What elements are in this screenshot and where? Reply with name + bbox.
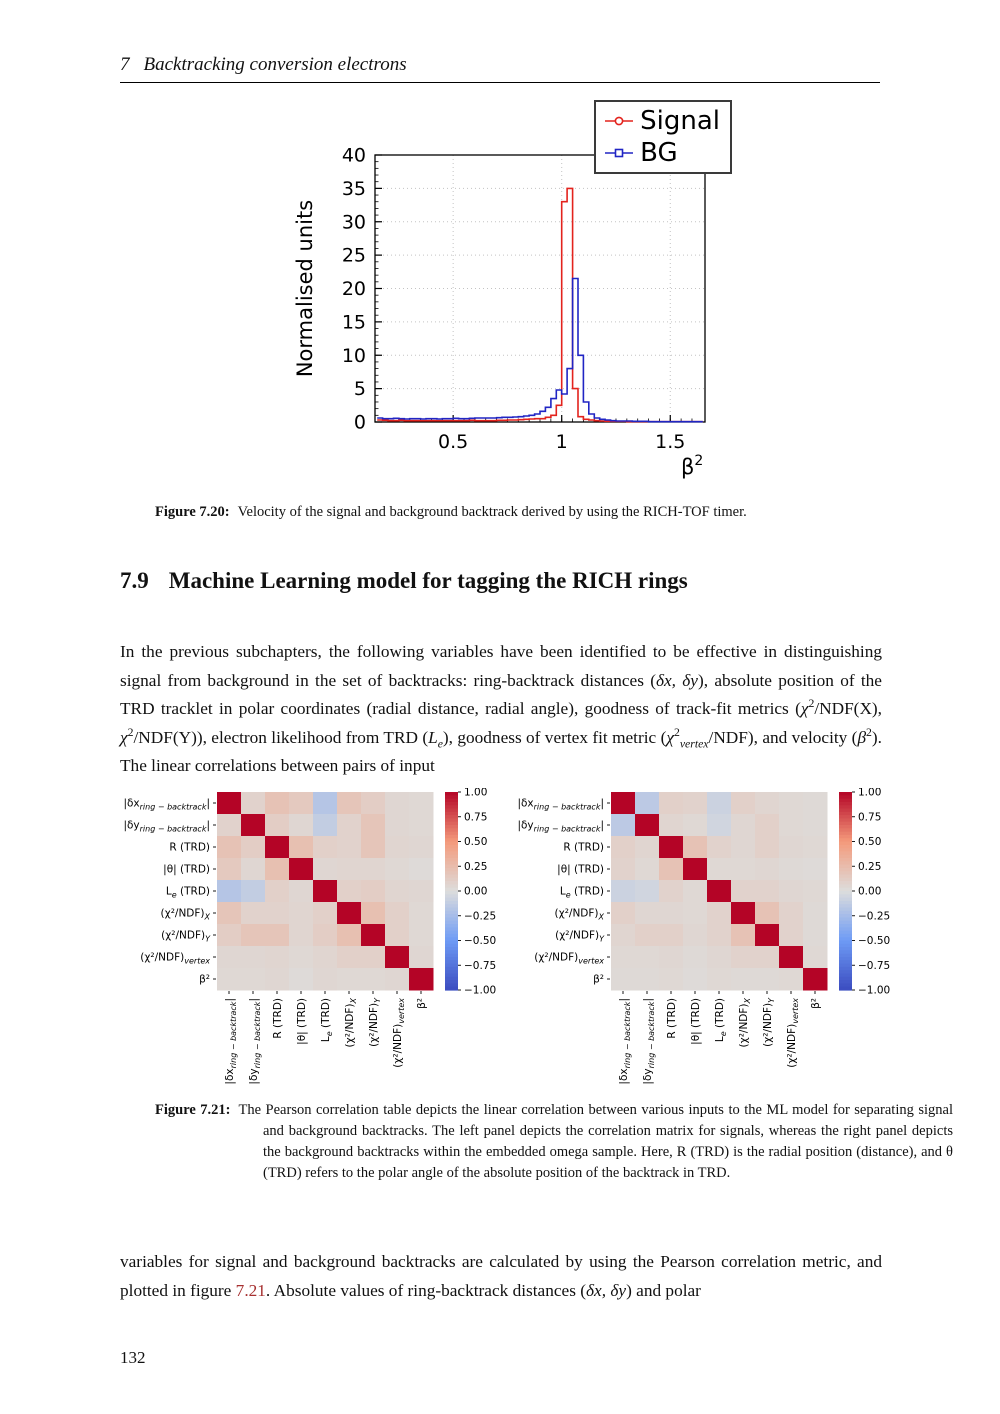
svg-text:Le (TRD): $L_e$ (TRD) (320, 998, 334, 1043)
chart-legend (594, 100, 732, 174)
superscript: 2 (673, 725, 680, 739)
svg-text:(χ²/NDF)X: $(\chi^2/NDF)_X$ (344, 998, 358, 1048)
subscript: e (437, 736, 443, 750)
subscript: vertex (679, 736, 709, 750)
svg-text:0.5: 0.5 (438, 431, 469, 453)
svg-text:25: 25 (341, 244, 366, 267)
superscript: 2 (808, 697, 815, 711)
svg-text:30: 30 (341, 211, 366, 234)
svg-text:R (TRD): R (TRD) (563, 841, 604, 854)
text-segment: In the previous subchapters, the following variables have been identified to be effective in distinguishing signal from background in the set of backtracks: ring-backtrack distances ( (120, 642, 882, 690)
svg-text:R (TRD): R (TRD) (666, 998, 678, 1039)
chapter-title: Backtracking conversion electrons (143, 54, 407, 75)
svg-text:−0.50: −0.50 (464, 935, 497, 947)
svg-text:(χ²/NDF)Y: $(\chi^2/NDF)_Y$ (161, 929, 210, 944)
svg-text:0.50: 0.50 (464, 836, 488, 848)
bg-marker-icon (604, 143, 634, 163)
svg-text:β²: β² (416, 998, 428, 1009)
math-segment: β (857, 727, 867, 747)
svg-text:|δxring − backtrack|: $|\delta x_{ring - backtrack}|$ (517, 797, 604, 812)
text-segment: /NDF(X), (814, 699, 882, 718)
svg-text:β²: β² (593, 973, 604, 986)
svg-text:(χ²/NDF)X: $(\chi^2/NDF)_X$ (554, 907, 604, 922)
svg-text:|θ| (TRD): |θ| (TRD) (690, 998, 702, 1045)
svg-text:0.00: 0.00 (464, 885, 488, 898)
svg-text:|δyring − backtrack|: $|\delta y_{ring - backtrack}|$ (123, 819, 210, 834)
svg-text:(χ²/NDF)Y: $(\chi^2/NDF)_Y$ (555, 929, 604, 944)
caption-text: The Pearson correlation table depicts the linear correlation between various inputs to the ML model for separating signal and background backtracks. The left panel depicts the correlation matrix for signals, whereas the right panel depicts the background backtracks within the embedded omega sample. Here, R (TRD) is the radial position (distance), and θ (TRD) refers to the polar angle of the absolute position of the backtrack in TRD. (238, 1102, 953, 1181)
svg-text:−0.50: −0.50 (858, 935, 891, 947)
svg-text:5: 5 (353, 378, 366, 401)
svg-text:−0.75: −0.75 (858, 959, 891, 972)
paragraph-1 (120, 638, 882, 781)
legend-item-bg (604, 138, 720, 168)
svg-text:Le (TRD): $L_e$ (TRD) (714, 998, 728, 1043)
svg-text:(χ²/NDF)Y: $(\chi^2/NDF)_Y$ (762, 998, 776, 1047)
svg-text:|δxring − backtrack|: $|\delta x_{ring - backtrack}|$ (224, 998, 238, 1085)
section-heading-7-9 (120, 568, 688, 594)
svg-text:(χ²/NDF)vertex: $(\chi^2/NDF)_{vertex}$ (140, 951, 210, 966)
math-segment: χ (666, 727, 674, 747)
svg-text:−1.00: −1.00 (858, 984, 891, 997)
text-segment: ), electron likelihood from TRD ( (196, 727, 429, 747)
svg-text:|δyring − backtrack|: $|\delta y_{ring - backtrack}|$ (517, 819, 604, 834)
svg-text:0.25: 0.25 (858, 860, 882, 873)
svg-text:1: 1 (555, 431, 568, 453)
svg-text:−1.00: −1.00 (464, 984, 497, 997)
svg-text:(χ²/NDF)X: $(\chi^2/NDF)_X$ (738, 998, 752, 1048)
svg-text:0.75: 0.75 (464, 811, 488, 824)
svg-text:(χ²/NDF)X: $(\chi^2/NDF)_X$ (160, 907, 210, 922)
caption-label: Figure 7.20: (155, 504, 230, 520)
text-segment: /NDF(Y) (133, 727, 197, 747)
figure-7-21-caption (155, 1100, 953, 1184)
figure-ref-link[interactable]: 7.21 (235, 1280, 266, 1300)
figure-7-20 (290, 100, 720, 500)
svg-text:|θ| (TRD): |θ| (TRD) (296, 998, 308, 1045)
legend-label-bg: BG (640, 138, 678, 168)
text-segment: /NDF), and velocity ( (708, 727, 858, 747)
svg-text:R (TRD): R (TRD) (272, 998, 284, 1039)
svg-text:β²: β² (810, 998, 822, 1009)
svg-text:Le (TRD): $L_e$ (TRD) (559, 885, 604, 900)
svg-text:(χ²/NDF)Y: $(\chi^2/NDF)_Y$ (368, 998, 382, 1047)
svg-text:0.50: 0.50 (858, 836, 882, 848)
math-segment: L (428, 727, 438, 747)
math-segment: δx, δy (586, 1280, 627, 1300)
legend-item-signal (604, 106, 720, 136)
svg-text:10: 10 (341, 344, 366, 367)
running-header (120, 54, 407, 76)
svg-text:0.00: 0.00 (858, 885, 882, 898)
section-number: 7.9 (120, 568, 149, 593)
paragraph-2 (120, 1248, 882, 1305)
chapter-number: 7 (120, 54, 130, 75)
svg-text:−0.75: −0.75 (464, 959, 497, 972)
svg-text:20: 20 (341, 278, 366, 300)
math-segment: χ (120, 727, 128, 747)
svg-text:35: 35 (341, 177, 366, 200)
svg-text:1.5: 1.5 (655, 431, 686, 453)
math-segment: χ (800, 699, 809, 718)
svg-text:β²: β² (199, 973, 210, 986)
svg-text:15: 15 (341, 311, 366, 334)
caption-label: Figure 7.21: (155, 1102, 231, 1118)
text-segment: ), goodness of vertex fit metric ( (442, 727, 667, 747)
svg-text:|δxring − backtrack|: $|\delta x_{ring - backtrack}|$ (618, 998, 632, 1085)
svg-text:|θ| (TRD): |θ| (TRD) (163, 863, 210, 876)
svg-text:1.00: 1.00 (858, 788, 882, 799)
svg-text:|δyring − backtrack|: $|\delta y_{ring - backtrack}|$ (248, 998, 262, 1085)
figure-7-20-caption (155, 502, 953, 523)
superscript: 2 (866, 725, 872, 739)
math-segment: δx, δy (655, 670, 698, 690)
svg-text:β2: $\beta^2$ (681, 453, 704, 479)
svg-text:−0.25: −0.25 (858, 910, 891, 923)
svg-text:R (TRD): R (TRD) (169, 841, 210, 854)
svg-text:Normalised units: Normalised units (293, 199, 317, 378)
section-title: Machine Learning model for tagging the RICH rings (168, 568, 688, 593)
svg-text:(χ²/NDF)vertex: $(\chi^2/NDF)_{vertex}$ (534, 951, 604, 966)
signal-correlation-heatmap (108, 788, 498, 1100)
caption-text: Velocity of the signal and background backtrack derived by using the RICH-TOF timer. (237, 504, 747, 520)
svg-text:(χ²/NDF)vertex: $(\chi^2/NDF)_{vertex}$ (392, 998, 406, 1068)
svg-text:40: 40 (341, 144, 366, 167)
text-segment: ) and polar (626, 1280, 701, 1300)
svg-text:0.25: 0.25 (464, 860, 488, 873)
header-rule (120, 82, 880, 83)
svg-text:Le (TRD): $L_e$ (TRD) (165, 885, 210, 900)
svg-text:|δxring − backtrack|: $|\delta x_{ring - backtrack}|$ (123, 797, 210, 812)
page-number: 132 (120, 1348, 146, 1367)
text-segment: . Absolute values of ring-backtrack distances ( (265, 1280, 587, 1300)
superscript: 2 (127, 725, 134, 739)
figure-7-21 (108, 788, 892, 1100)
signal-marker-icon (604, 111, 634, 131)
background-correlation-heatmap (502, 788, 892, 1100)
text-segment: ), absolute position of the TRD tracklet in polar coordinates (radial distance, radial angle), goodness of track-fit metrics ( (120, 670, 882, 718)
svg-text:1.00: 1.00 (464, 788, 488, 799)
svg-text:(χ²/NDF)vertex: $(\chi^2/NDF)_{vertex}$ (786, 998, 800, 1068)
svg-text:0: 0 (353, 411, 366, 434)
svg-text:|δyring − backtrack|: $|\delta y_{ring - backtrack}|$ (642, 998, 656, 1085)
svg-text:0.75: 0.75 (858, 811, 882, 824)
svg-text:|θ| (TRD): |θ| (TRD) (557, 863, 604, 876)
legend-label-signal: Signal (640, 106, 720, 136)
text-segment: ). The linear correlations between pairs of input (120, 727, 882, 775)
svg-text:−0.25: −0.25 (464, 910, 497, 923)
text-segment: variables for signal and background backtracks are calculated by using the Pearson correlation metric, and plotted in figure (120, 1252, 882, 1300)
